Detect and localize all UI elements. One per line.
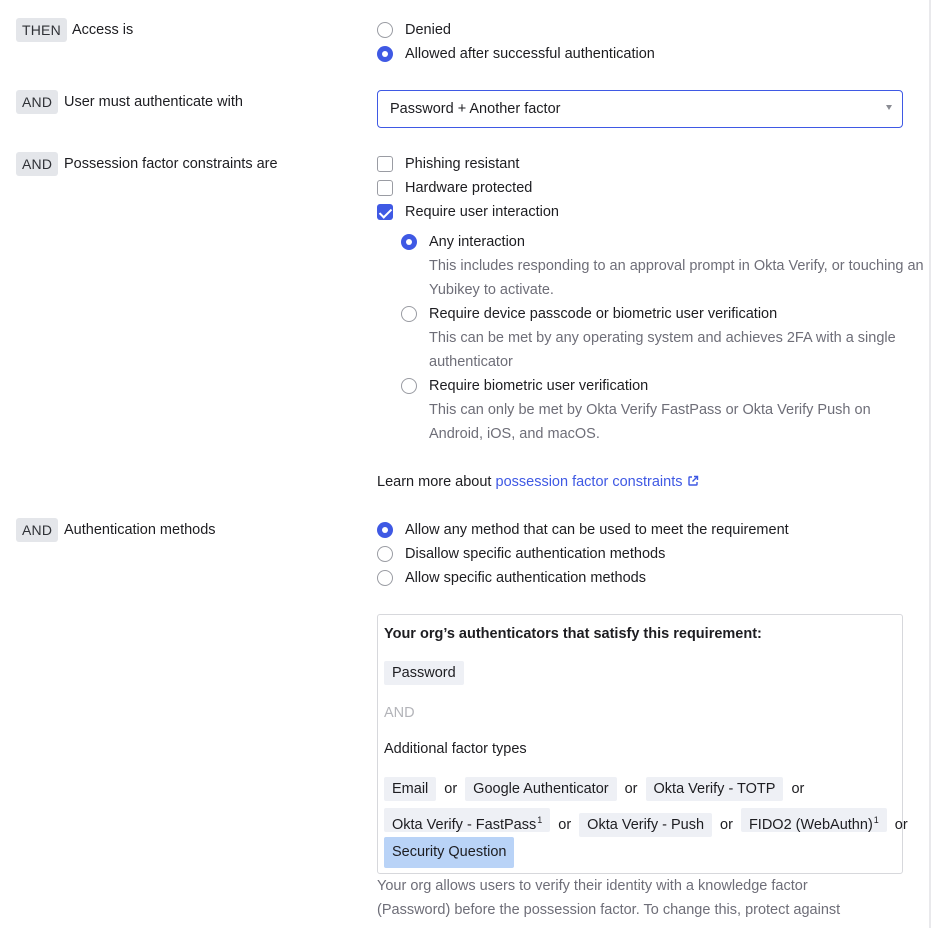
and-separator: AND [384, 705, 415, 721]
learn-more [377, 470, 699, 494]
radio-icon[interactable] [377, 22, 393, 38]
external-link-icon[interactable] [687, 475, 699, 487]
biometric-label: Require biometric user verification [429, 378, 649, 394]
allow-specific-methods-radio[interactable] [377, 566, 646, 590]
factor-line-2 [384, 808, 916, 837]
checkbox-icon[interactable] [377, 156, 393, 172]
factor-chip: Email [384, 777, 436, 801]
allow-specific-methods-label: Allow specific authentication methods [405, 570, 646, 586]
and-tag: AND [16, 152, 58, 176]
footer-note: Your org allows users to verify their identity with a knowledge factor (Password) before the possession factor. To change this, protect against [377, 878, 841, 918]
factor-line-1 [384, 777, 812, 801]
radio-icon[interactable] [401, 378, 417, 394]
factor-chip [741, 808, 887, 832]
device-passcode-description: This can be met by any operating system and achieves 2FA with a single authenticator [429, 330, 896, 370]
possession-constraints-link[interactable] [496, 474, 700, 490]
link-text[interactable]: possession factor constraints [495, 474, 683, 490]
footnote-marker: 1 [873, 815, 879, 825]
factor-chip: Okta Verify - TOTP [646, 777, 784, 801]
any-interaction-label: Any interaction [429, 234, 525, 250]
or-text: or [720, 817, 733, 833]
access-allowed-label: Allowed after successful authentication [405, 46, 655, 62]
factor-chip: Security Question [384, 837, 514, 868]
access-allowed-radio[interactable] [377, 42, 655, 66]
factor-label: FIDO2 (WebAuthn) [748, 817, 873, 833]
any-interaction-radio[interactable] [401, 230, 525, 254]
radio-selected-icon[interactable] [377, 46, 393, 62]
footnote-marker: 1 [537, 815, 543, 825]
checkbox-checked-icon[interactable] [377, 204, 393, 220]
authenticate-with-label: User must authenticate with [64, 94, 243, 110]
factor-line-3 [384, 837, 514, 868]
radio-icon[interactable] [377, 546, 393, 562]
or-text: or [444, 781, 458, 797]
disallow-methods-label: Disallow specific authentication methods [405, 546, 666, 562]
authenticators-title: Your org’s authenticators that satisfy this requirement: [384, 626, 762, 642]
access-denied-radio[interactable] [377, 18, 451, 42]
or-text: or [624, 781, 638, 797]
radio-icon[interactable] [377, 570, 393, 586]
radio-icon[interactable] [401, 306, 417, 322]
checkbox-icon[interactable] [377, 180, 393, 196]
authenticators-panel [377, 614, 908, 874]
biometric-description: This can only be met by Okta Verify FastPass or Okta Verify Push on Android, iOS, and macOS. [429, 402, 871, 442]
allow-any-method-radio[interactable] [377, 518, 789, 542]
factor-label: Okta Verify - FastPass [392, 817, 537, 833]
radio-selected-icon[interactable] [377, 522, 393, 538]
or-text: or [558, 817, 572, 833]
then-tag: THEN [16, 18, 67, 42]
possession-constraints-label: Possession factor constraints are [64, 156, 278, 172]
any-interaction-description: This includes responding to an approval prompt in Okta Verify, or touching an Yubikey to activate. [429, 258, 924, 298]
factor-chip [384, 808, 550, 832]
device-passcode-label: Require device passcode or biometric user verification [429, 306, 778, 322]
radio-selected-icon[interactable] [401, 234, 417, 250]
and-tag: AND [16, 518, 58, 542]
phishing-resistant-label: Phishing resistant [405, 156, 520, 172]
authenticate-with-select[interactable] [377, 90, 903, 128]
hardware-protected-label: Hardware protected [405, 180, 533, 196]
authentication-methods-label: Authentication methods [64, 522, 216, 538]
additional-factor-title: Additional factor types [384, 741, 527, 757]
phishing-resistant-checkbox[interactable] [377, 152, 519, 176]
or-text: or [894, 817, 908, 833]
caret-down-icon [886, 105, 892, 110]
device-passcode-radio[interactable] [401, 302, 777, 326]
access-denied-label: Denied [405, 22, 451, 38]
allow-any-method-label: Allow any method that can be used to meet the requirement [405, 522, 789, 538]
and-tag: AND [16, 90, 58, 114]
biometric-radio[interactable] [401, 374, 648, 398]
factor-chip: Google Authenticator [465, 777, 616, 801]
hardware-protected-checkbox[interactable] [377, 176, 532, 200]
require-user-interaction-label: Require user interaction [405, 204, 559, 220]
password-chip: Password [384, 661, 464, 685]
learn-more-prefix: Learn more about [377, 474, 492, 490]
access-is-label: Access is [72, 22, 134, 38]
factor-chip: Okta Verify - Push [579, 813, 712, 837]
require-user-interaction-checkbox[interactable] [377, 200, 559, 224]
disallow-methods-radio[interactable] [377, 542, 665, 566]
or-text: or [791, 781, 805, 797]
select-value: Password + Another factor [390, 101, 561, 117]
